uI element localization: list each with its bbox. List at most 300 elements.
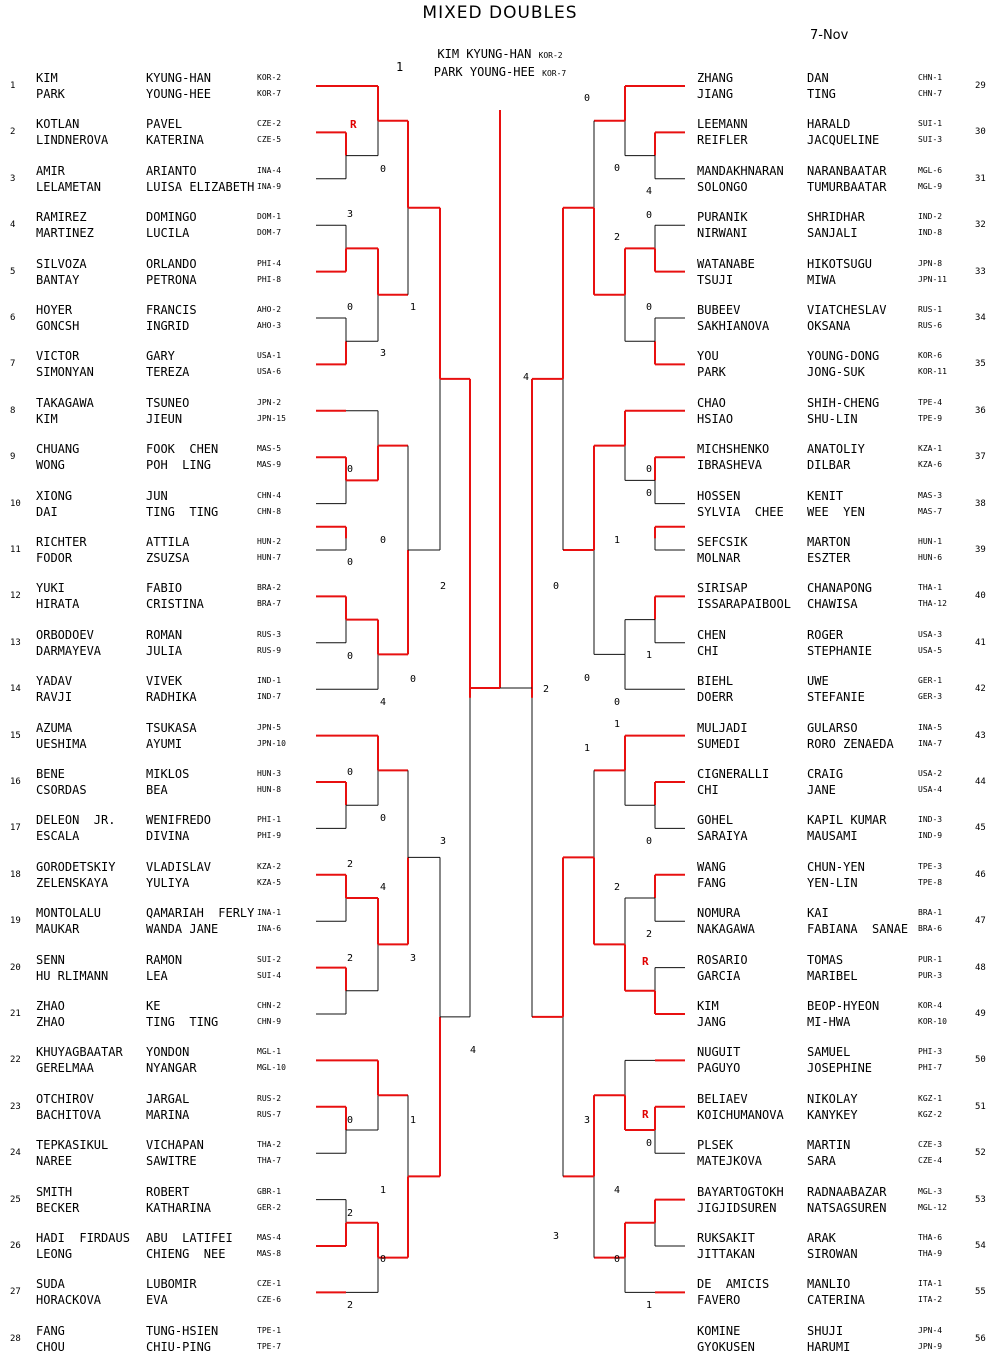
player-1-code: HUN-3 bbox=[257, 769, 282, 778]
player-2-given: JANE bbox=[807, 783, 836, 797]
player-1-given: JUN bbox=[146, 488, 168, 503]
player-1-surname: ZHAO bbox=[36, 999, 65, 1013]
player-1-given: UWE bbox=[807, 674, 829, 689]
player-2-surname: PARK bbox=[697, 365, 726, 380]
match-score: 3 bbox=[553, 1231, 560, 1242]
match-score: 1 bbox=[646, 650, 653, 661]
seed-number: 25 bbox=[10, 1194, 21, 1205]
match-score: 1 bbox=[380, 1185, 387, 1196]
player-1-code: PUR-1 bbox=[918, 954, 943, 964]
seed-number: 31 bbox=[975, 173, 986, 184]
player-1-code: ITA-1 bbox=[918, 1279, 943, 1289]
player-2-code: USA-6 bbox=[257, 367, 282, 377]
player-1-given: HARALD bbox=[807, 117, 851, 132]
seed-number: 28 bbox=[10, 1333, 21, 1344]
player-1-given: SHIH-CHENG bbox=[807, 395, 880, 410]
seed-number: 56 bbox=[975, 1333, 986, 1344]
player-1-surname: KOTLAN bbox=[36, 117, 80, 132]
player-1-surname: CHAO bbox=[697, 395, 726, 410]
match-score: 4 bbox=[646, 186, 653, 197]
seed-number: 11 bbox=[10, 545, 21, 555]
match-score: 0 bbox=[646, 210, 653, 221]
player-1-surname: BIEHL bbox=[697, 674, 734, 689]
player-1-surname: AMIR bbox=[36, 163, 65, 178]
player-1-surname: RICHTER bbox=[36, 535, 87, 549]
seed-number: 23 bbox=[10, 1101, 21, 1112]
player-2-code: RUS-6 bbox=[918, 321, 943, 330]
match-score: 0 bbox=[614, 163, 621, 174]
player-1-given: VLADISLAV bbox=[146, 859, 212, 874]
player-2-given: MAUSAMI bbox=[807, 829, 858, 844]
player-1-given: KYUNG-HAN bbox=[146, 71, 212, 85]
player-2-code: KOR-7 bbox=[257, 89, 282, 98]
player-1-code: CHN-2 bbox=[257, 1001, 282, 1010]
player-2-code: KGZ-2 bbox=[918, 1109, 943, 1119]
player-1-code: RUS-2 bbox=[257, 1093, 282, 1103]
player-1-code: CZE-3 bbox=[918, 1140, 943, 1150]
seed-number: 1 bbox=[10, 81, 16, 91]
seed-number: 51 bbox=[975, 1101, 986, 1112]
player-2-given: CHAWISA bbox=[807, 597, 858, 612]
player-2-code: JPN-11 bbox=[918, 274, 947, 284]
player-2-given: YULIYA bbox=[146, 875, 190, 890]
match-score: 0 bbox=[347, 464, 354, 475]
player-2-given: OKSANA bbox=[807, 319, 851, 333]
player-1-surname: ROSARIO bbox=[697, 952, 748, 967]
player-1-given: CHUN-YEN bbox=[807, 859, 865, 874]
match-score: 4 bbox=[380, 697, 387, 708]
player-1-given: ARAK bbox=[807, 1231, 836, 1245]
player-2-surname: GONCSH bbox=[36, 319, 80, 333]
player-1-code: HUN-1 bbox=[918, 537, 943, 546]
player-1-given: DOMINGO bbox=[146, 210, 197, 225]
player-1-code: MGL-3 bbox=[918, 1186, 943, 1196]
player-1-given: GARY bbox=[146, 349, 175, 364]
match-score: 3 bbox=[347, 209, 354, 220]
player-1-surname: YOU bbox=[697, 349, 719, 364]
player-2-surname: RAVJI bbox=[36, 690, 73, 705]
player-2-surname: HIRATA bbox=[36, 597, 80, 612]
player-2-given: HARUMI bbox=[807, 1339, 851, 1354]
player-2-code: GER-2 bbox=[257, 1202, 282, 1212]
player-2-given: RORO ZENAEDA bbox=[807, 736, 894, 751]
player-2-surname: FODOR bbox=[36, 551, 73, 565]
player-2-given: JACQUELINE bbox=[807, 133, 880, 148]
seed-number: 10 bbox=[10, 498, 21, 509]
match-score: 3 bbox=[380, 348, 387, 359]
seed-number: 4 bbox=[10, 220, 16, 231]
seed-number: 55 bbox=[975, 1287, 986, 1298]
player-1-code: PHI-4 bbox=[257, 258, 282, 268]
match-score: 2 bbox=[440, 581, 447, 592]
seed-number: 50 bbox=[975, 1055, 986, 1066]
player-2-code: BRA-7 bbox=[257, 599, 282, 609]
player-2-code: JPN-10 bbox=[257, 738, 286, 748]
player-2-surname: ISSARAPAIBOOL bbox=[697, 597, 791, 612]
seed-number: 13 bbox=[10, 637, 21, 648]
match-score: 0 bbox=[347, 557, 354, 568]
match-score: 0 bbox=[410, 674, 417, 685]
match-score: 4 bbox=[614, 1185, 621, 1196]
match-score: 2 bbox=[347, 953, 354, 964]
player-2-code: MGL-9 bbox=[918, 181, 943, 191]
player-2-code: ITA-2 bbox=[918, 1295, 943, 1305]
player-1-code: MGL-6 bbox=[918, 165, 943, 175]
player-1-surname: SENN bbox=[36, 952, 65, 967]
player-2-given: LEA bbox=[146, 968, 168, 983]
seed-number: 32 bbox=[975, 220, 986, 231]
player-1-code: MGL-1 bbox=[257, 1047, 282, 1057]
match-score: 0 bbox=[347, 302, 354, 313]
player-2-code: TPE-9 bbox=[918, 413, 943, 423]
match-score: 1 bbox=[614, 535, 621, 546]
match-score: 3 bbox=[584, 1115, 591, 1126]
player-1-code: SUI-2 bbox=[257, 954, 282, 964]
player-2-surname: BECKER bbox=[36, 1200, 80, 1215]
player-2-surname: ZHAO bbox=[36, 1015, 65, 1029]
match-score: 1 bbox=[584, 743, 591, 754]
player-1-given: ROMAN bbox=[146, 627, 183, 642]
player-1-code: USA-2 bbox=[918, 769, 943, 778]
player-2-surname: LELAMETAN bbox=[36, 179, 102, 194]
player-2-surname: ZELENSKAYA bbox=[36, 875, 109, 890]
player-1-surname: BENE bbox=[36, 767, 65, 781]
player-1-code: THA-6 bbox=[918, 1233, 943, 1242]
retired-mark: R bbox=[642, 1108, 649, 1121]
match-score: 1 bbox=[614, 719, 621, 730]
seed-number: 39 bbox=[975, 545, 986, 555]
match-score: 0 bbox=[380, 1254, 387, 1265]
seed-number: 12 bbox=[10, 591, 21, 602]
player-2-surname: DAI bbox=[36, 504, 58, 519]
retired-mark: R bbox=[642, 955, 649, 968]
match-score: 2 bbox=[614, 232, 621, 243]
player-2-given: CHIU-PING bbox=[146, 1339, 212, 1354]
player-1-code: INA-1 bbox=[257, 908, 282, 918]
player-1-given: ORLANDO bbox=[146, 256, 197, 271]
player-2-code: RUS-7 bbox=[257, 1109, 282, 1119]
player-1-surname: YUKI bbox=[36, 581, 65, 596]
player-1-given: FOOK CHEN bbox=[146, 442, 219, 457]
seed-number: 35 bbox=[975, 359, 986, 370]
player-1-surname: PLSEK bbox=[697, 1138, 734, 1153]
player-2-surname: CHI bbox=[697, 643, 719, 658]
match-score: 2 bbox=[614, 882, 621, 893]
player-2-given: TING TING bbox=[146, 1015, 219, 1029]
player-2-code: CHN-9 bbox=[257, 1017, 282, 1026]
seed-number: 45 bbox=[975, 823, 986, 834]
player-1-given: KE bbox=[146, 999, 161, 1013]
player-2-given: AYUMI bbox=[146, 736, 183, 751]
match-score: 0 bbox=[646, 488, 653, 499]
seed-number: 49 bbox=[975, 1009, 986, 1019]
player-2-surname: NAREE bbox=[36, 1154, 73, 1169]
champion-2-code: KOR-7 bbox=[542, 69, 567, 78]
player-1-given: BEOP-HYEON bbox=[807, 999, 880, 1013]
player-2-given: SAWITRE bbox=[146, 1154, 197, 1169]
player-1-surname: XIONG bbox=[36, 488, 73, 503]
player-1-surname: DELEON JR. bbox=[36, 813, 116, 828]
player-2-surname: JIGJIDSUREN bbox=[697, 1200, 777, 1215]
player-1-code: MAS-5 bbox=[257, 444, 282, 454]
player-1-given: YONDON bbox=[146, 1045, 190, 1060]
player-1-given: JARGAL bbox=[146, 1091, 190, 1106]
player-1-surname: OTCHIROV bbox=[36, 1091, 94, 1106]
player-2-given: LUCILA bbox=[146, 226, 190, 241]
player-2-given: NYANGAR bbox=[146, 1061, 197, 1076]
player-1-code: USA-3 bbox=[918, 629, 943, 639]
player-2-given: DILBAR bbox=[807, 458, 851, 473]
match-score: 2 bbox=[646, 929, 653, 940]
player-1-given: ROGER bbox=[807, 627, 844, 642]
player-2-code: DOM-7 bbox=[257, 228, 282, 238]
player-2-given: SHU-LIN bbox=[807, 411, 858, 426]
player-1-code: KGZ-1 bbox=[918, 1093, 943, 1103]
player-1-surname: BELIAEV bbox=[697, 1091, 748, 1106]
player-2-surname: LINDNEROVA bbox=[36, 133, 109, 148]
player-1-code: PHI-3 bbox=[918, 1047, 943, 1057]
player-2-code: RUS-9 bbox=[257, 645, 282, 655]
player-1-code: JPN-4 bbox=[918, 1325, 943, 1335]
player-2-given: WEE YEN bbox=[807, 504, 865, 519]
seed-number: 24 bbox=[10, 1148, 21, 1159]
player-1-surname: KOMINE bbox=[697, 1323, 741, 1338]
player-2-surname: DOERR bbox=[697, 690, 734, 705]
player-1-given: ABU LATIFEI bbox=[146, 1231, 233, 1245]
player-1-code: IND-3 bbox=[918, 815, 943, 825]
player-2-code: INA-6 bbox=[257, 924, 282, 934]
seed-number: 5 bbox=[10, 266, 16, 277]
player-1-code: MAS-4 bbox=[257, 1233, 282, 1242]
player-2-given: MI-HWA bbox=[807, 1015, 851, 1029]
player-2-code: AHO-3 bbox=[257, 321, 282, 330]
seed-number: 8 bbox=[10, 405, 16, 416]
player-2-given: MARIBEL bbox=[807, 968, 858, 983]
player-1-code: KOR-6 bbox=[918, 351, 943, 361]
player-2-given: TUMURBAATAR bbox=[807, 179, 887, 194]
player-1-surname: BAYARTOGTOKH bbox=[697, 1184, 784, 1199]
player-1-code: KZA-1 bbox=[918, 444, 943, 454]
player-2-surname: MARTINEZ bbox=[36, 226, 94, 241]
player-1-given: MARTON bbox=[807, 535, 851, 549]
match-score: 3 bbox=[440, 836, 447, 847]
player-2-surname: HORACKOVA bbox=[36, 1293, 102, 1308]
player-1-surname: KIM bbox=[36, 71, 58, 85]
player-2-given: TING TING bbox=[146, 504, 219, 519]
match-score: 0 bbox=[646, 1138, 653, 1149]
player-2-code: THA-7 bbox=[257, 1156, 282, 1166]
player-1-given: NIKOLAY bbox=[807, 1091, 858, 1106]
player-2-code: IND-8 bbox=[918, 228, 943, 238]
seed-number: 14 bbox=[10, 684, 21, 695]
player-1-surname: HOSSEN bbox=[697, 488, 741, 503]
player-2-code: CZE-4 bbox=[918, 1156, 943, 1166]
seed-number: 2 bbox=[10, 127, 16, 138]
player-2-surname: BACHITOVA bbox=[36, 1107, 102, 1122]
player-1-surname: SUDA bbox=[36, 1277, 65, 1292]
seed-number: 54 bbox=[975, 1241, 986, 1251]
seed-number: 44 bbox=[975, 777, 986, 787]
player-1-surname: KHUYAGBAATAR bbox=[36, 1045, 123, 1060]
player-1-code: GBR-1 bbox=[257, 1186, 282, 1196]
player-2-given: MIWA bbox=[807, 272, 836, 287]
player-1-code: INA-5 bbox=[918, 722, 943, 732]
player-2-given: JULIA bbox=[146, 643, 183, 658]
seed-number: 36 bbox=[975, 405, 986, 416]
player-1-code: RUS-3 bbox=[257, 629, 282, 639]
player-1-code: CHN-1 bbox=[918, 73, 943, 82]
champion-1-code: KOR-2 bbox=[538, 51, 563, 60]
player-2-code: INA-7 bbox=[918, 738, 943, 748]
player-2-given: JIEUN bbox=[146, 411, 183, 426]
player-1-surname: ORBODOEV bbox=[36, 627, 94, 642]
player-2-surname: MATEJKOVA bbox=[697, 1154, 763, 1169]
seed-number: 43 bbox=[975, 730, 986, 741]
player-2-surname: JIANG bbox=[697, 87, 734, 101]
player-2-code: JPN-15 bbox=[257, 413, 286, 423]
player-1-surname: TEPKASIKUL bbox=[36, 1138, 109, 1153]
player-2-code: MAS-8 bbox=[257, 1249, 282, 1258]
player-2-given: ESZTER bbox=[807, 551, 851, 565]
match-score: 0 bbox=[380, 535, 387, 546]
player-1-given: CRAIG bbox=[807, 767, 844, 781]
player-2-surname: SIMONYAN bbox=[36, 365, 94, 380]
match-score: 0 bbox=[614, 697, 621, 708]
seed-number: 40 bbox=[975, 591, 986, 602]
player-1-code: TPE-1 bbox=[257, 1325, 282, 1335]
player-1-surname: YADAV bbox=[36, 674, 73, 689]
player-2-surname: MAUKAR bbox=[36, 922, 80, 937]
player-1-surname: TAKAGAWA bbox=[36, 395, 94, 410]
seed-number: 19 bbox=[10, 916, 21, 927]
player-2-code: MAS-9 bbox=[257, 460, 282, 470]
player-1-code: CZE-2 bbox=[257, 119, 282, 129]
player-1-given: RADNAABAZAR bbox=[807, 1184, 887, 1199]
player-1-given: ANATOLIY bbox=[807, 442, 865, 457]
player-1-surname: LEEMANN bbox=[697, 117, 748, 132]
player-2-code: INA-9 bbox=[257, 181, 282, 191]
player-1-surname: NUGUIT bbox=[697, 1045, 741, 1060]
player-1-surname: GOHEL bbox=[697, 813, 734, 828]
player-2-surname: KIM bbox=[36, 411, 58, 426]
seed-number: 52 bbox=[975, 1148, 986, 1159]
player-2-surname: REIFLER bbox=[697, 133, 748, 148]
match-score: 1 bbox=[410, 302, 417, 313]
player-1-surname: GORODETSKIY bbox=[36, 859, 116, 874]
player-2-surname: SUMEDI bbox=[697, 736, 741, 751]
player-1-given: VIATCHESLAV bbox=[807, 303, 887, 317]
player-1-given: PAVEL bbox=[146, 117, 183, 132]
final-score: 1 bbox=[396, 60, 404, 74]
seed-number: 15 bbox=[10, 730, 21, 741]
player-2-code: MGL-10 bbox=[257, 1063, 286, 1073]
player-1-code: IND-2 bbox=[918, 212, 943, 222]
player-1-given: DAN bbox=[807, 71, 829, 85]
player-2-given: POH LING bbox=[146, 458, 212, 473]
player-1-surname: RUKSAKIT bbox=[697, 1231, 755, 1245]
player-2-surname: MOLNAR bbox=[697, 551, 741, 565]
match-score: 0 bbox=[614, 1254, 621, 1265]
player-1-given: ARIANTO bbox=[146, 163, 197, 178]
player-2-surname: SYLVIA CHEE bbox=[697, 504, 784, 519]
player-2-surname: FAVERO bbox=[697, 1293, 741, 1308]
player-1-given: TOMAS bbox=[807, 952, 844, 967]
player-2-given: DIVINA bbox=[146, 829, 190, 844]
player-2-given: CATERINA bbox=[807, 1293, 865, 1308]
player-1-surname: HOYER bbox=[36, 303, 73, 317]
player-1-given: ROBERT bbox=[146, 1184, 190, 1199]
player-1-given: KENIT bbox=[807, 488, 844, 503]
player-1-code: RUS-1 bbox=[918, 305, 943, 314]
player-2-code: THA-12 bbox=[918, 599, 947, 609]
player-2-surname: LEONG bbox=[36, 1247, 73, 1261]
player-1-code: TPE-4 bbox=[918, 397, 943, 407]
player-2-code: CHN-8 bbox=[257, 506, 282, 516]
player-2-given: CHIENG NEE bbox=[146, 1247, 226, 1261]
player-2-surname: GARCIA bbox=[697, 968, 741, 983]
player-1-given: CHANAPONG bbox=[807, 581, 873, 596]
player-1-surname: SMITH bbox=[36, 1184, 73, 1199]
player-1-code: HUN-2 bbox=[257, 537, 282, 546]
player-1-given: RAMON bbox=[146, 952, 183, 967]
player-2-surname: SARAIYA bbox=[697, 829, 748, 844]
player-1-given: VICHAPAN bbox=[146, 1138, 204, 1153]
seed-number: 30 bbox=[975, 127, 986, 138]
player-2-surname: PAGUYO bbox=[697, 1061, 741, 1076]
player-2-given: TING bbox=[807, 87, 836, 101]
player-2-code: HUN-8 bbox=[257, 785, 282, 794]
player-2-code: SUI-3 bbox=[918, 135, 943, 145]
player-1-code: USA-1 bbox=[257, 351, 282, 361]
player-2-surname: SOLONGO bbox=[697, 179, 748, 194]
player-2-surname: PARK bbox=[36, 87, 65, 101]
player-1-given: LUBOMIR bbox=[146, 1277, 197, 1292]
match-score: 2 bbox=[347, 1208, 354, 1219]
player-1-code: PHI-1 bbox=[257, 815, 282, 825]
player-2-given: KATERINA bbox=[146, 133, 204, 148]
player-2-given: INGRID bbox=[146, 319, 190, 333]
player-1-code: BRA-2 bbox=[257, 583, 282, 593]
player-1-given: FABIO bbox=[146, 581, 183, 596]
player-1-code: SUI-1 bbox=[918, 119, 943, 129]
player-1-surname: MANDAKHNARAN bbox=[697, 163, 784, 178]
player-2-code: GER-3 bbox=[918, 692, 943, 702]
player-2-code: KOR-10 bbox=[918, 1017, 947, 1026]
match-score: 0 bbox=[646, 464, 653, 475]
seed-number: 53 bbox=[975, 1194, 986, 1205]
seed-number: 29 bbox=[975, 81, 986, 91]
player-1-given: YOUNG-DONG bbox=[807, 349, 880, 364]
player-1-code: MAS-3 bbox=[918, 490, 943, 500]
seed-number: 42 bbox=[975, 684, 986, 695]
match-score: 2 bbox=[543, 684, 550, 695]
match-score: 0 bbox=[584, 673, 591, 684]
seed-number: 37 bbox=[975, 452, 986, 463]
player-2-given: CRISTINA bbox=[146, 597, 204, 612]
match-score: 0 bbox=[380, 164, 387, 175]
match-score: 0 bbox=[347, 1115, 354, 1126]
player-2-given: SIROWAN bbox=[807, 1247, 858, 1261]
player-1-surname: VICTOR bbox=[36, 349, 80, 364]
player-2-surname: JANG bbox=[697, 1015, 726, 1029]
match-score: 4 bbox=[523, 372, 530, 383]
player-2-given: BEA bbox=[146, 783, 168, 797]
player-1-given: KAI bbox=[807, 906, 829, 921]
player-2-surname: CHI bbox=[697, 783, 719, 797]
player-2-code: KZA-6 bbox=[918, 460, 943, 470]
match-score: 3 bbox=[410, 953, 417, 964]
player-2-given: MARINA bbox=[146, 1107, 190, 1122]
